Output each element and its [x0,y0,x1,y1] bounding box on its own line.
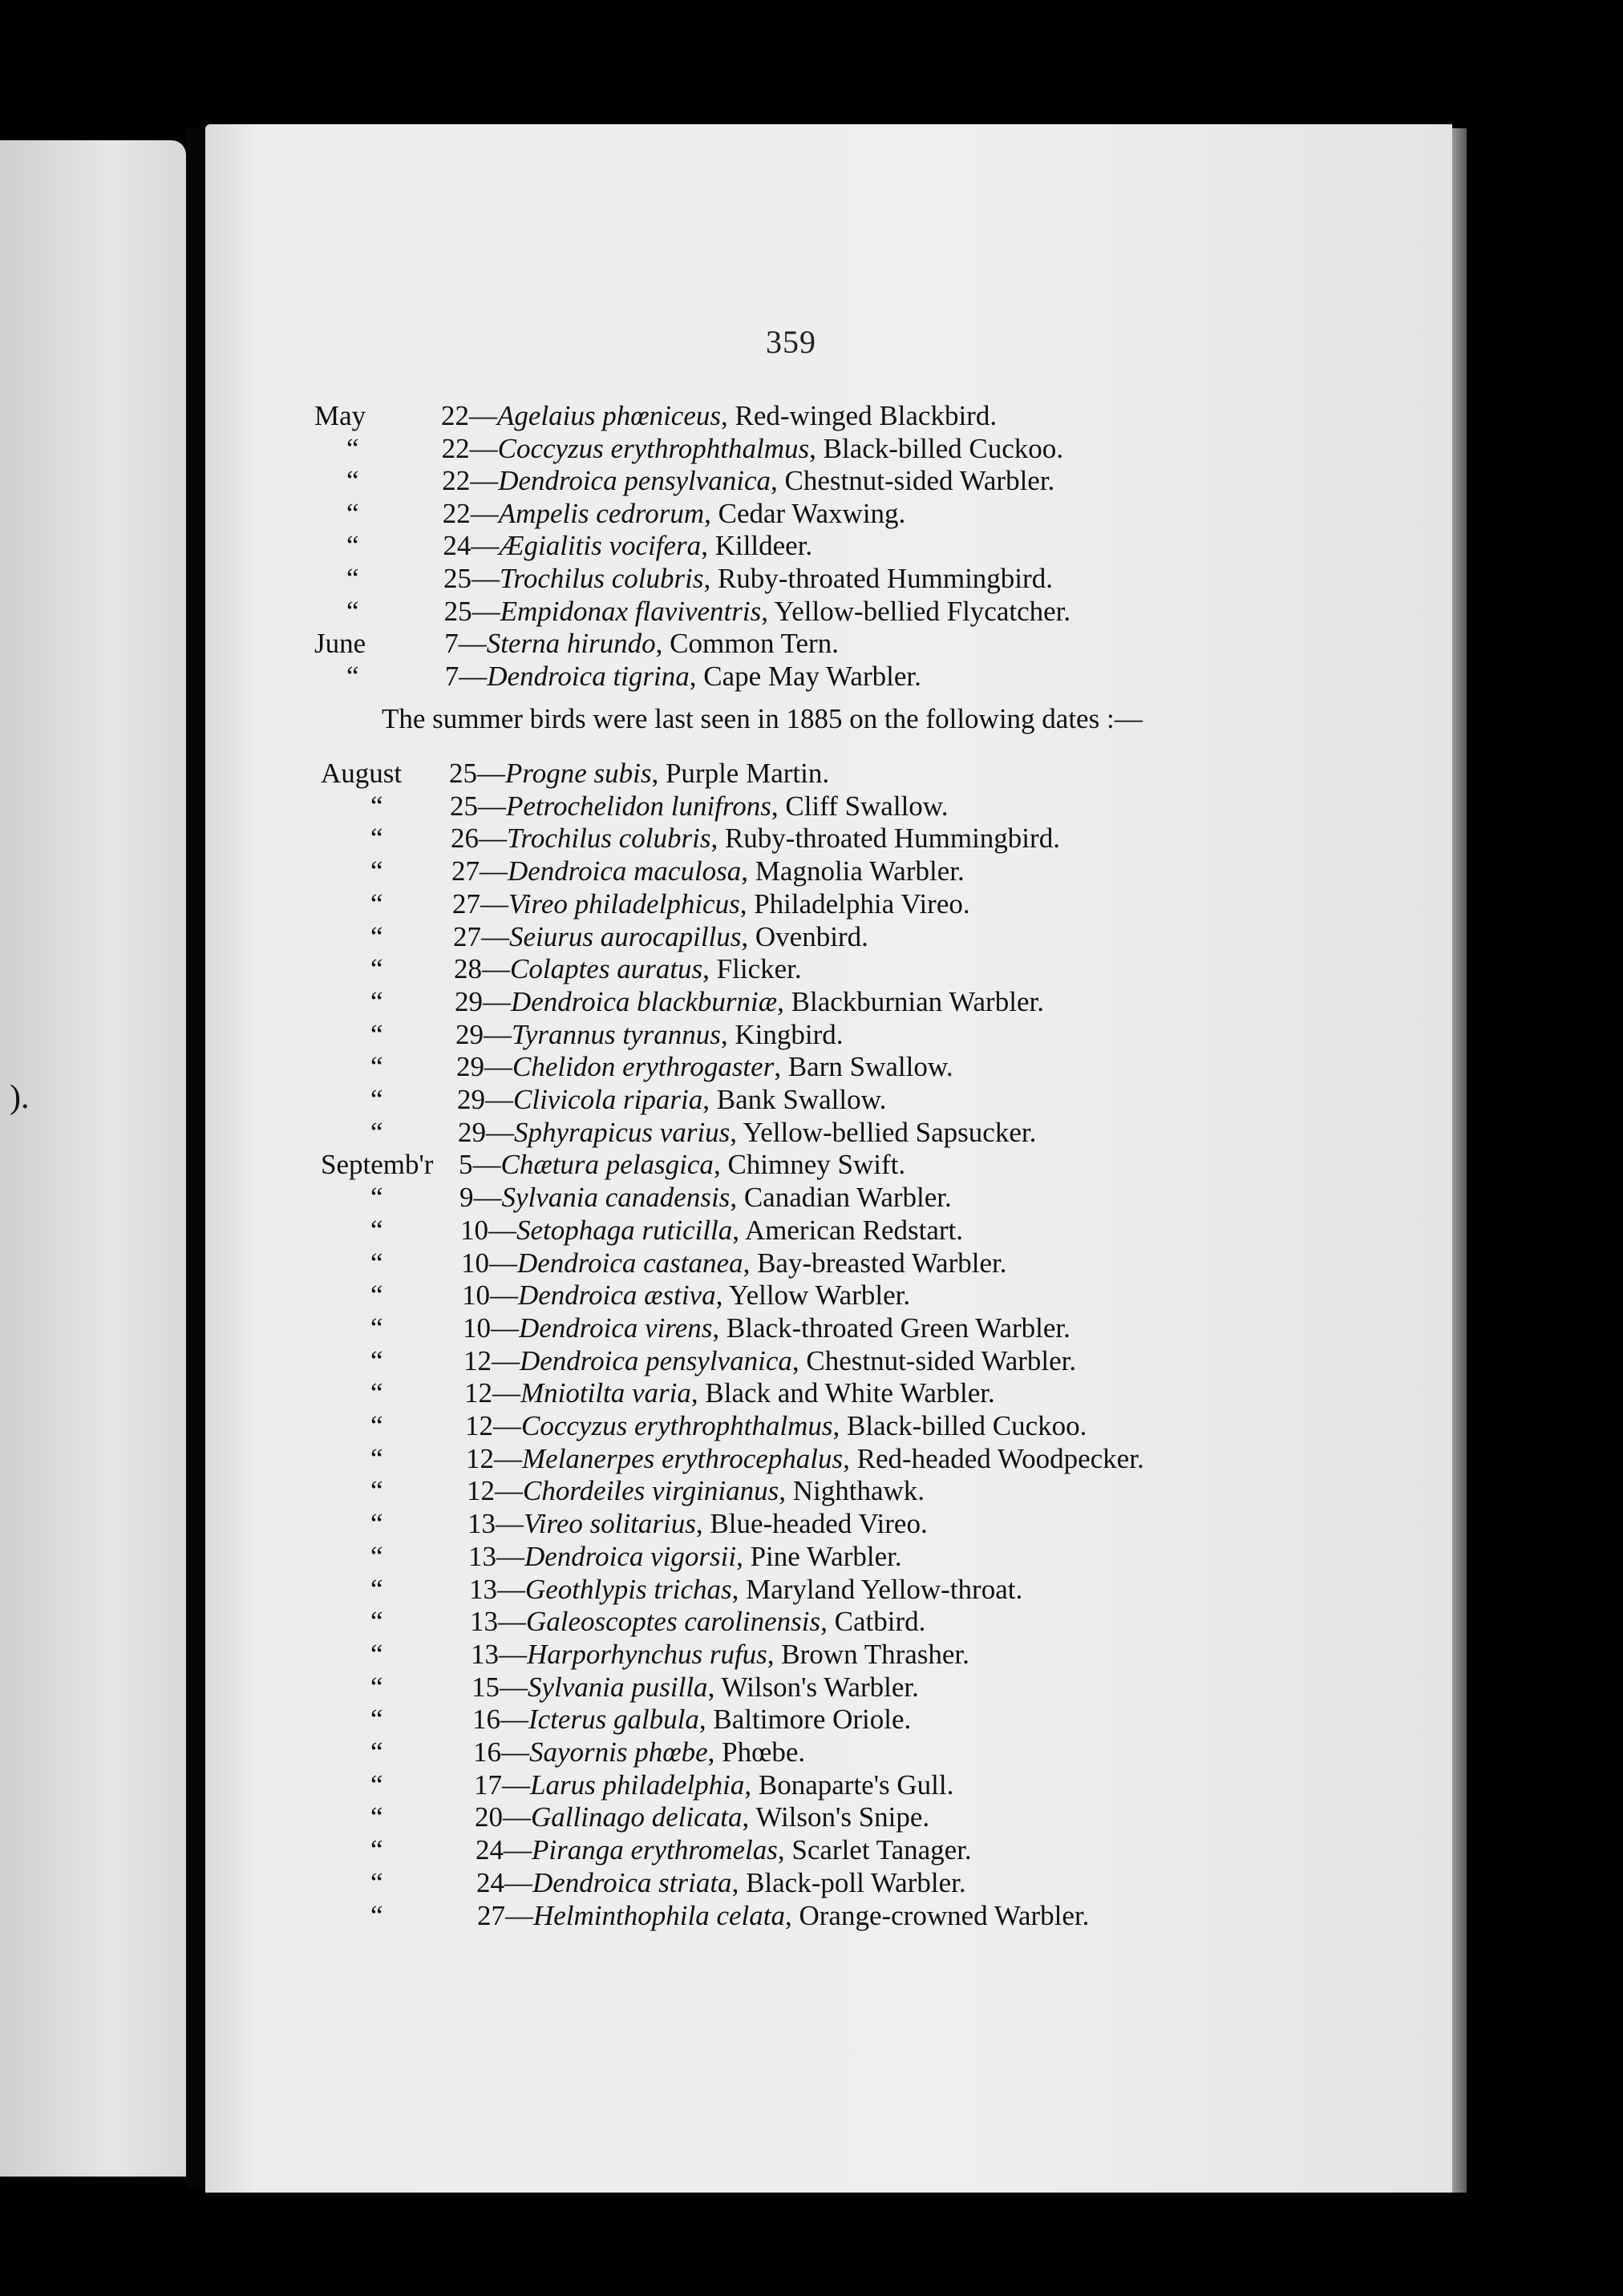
common-name: Cape May Warbler. [703,660,921,692]
list-item [0,1736,1283,1769]
entry-text: 12—Chordeiles virginianus, Nighthawk. [467,1475,925,1507]
species-name: Dendroica castanea [517,1247,743,1279]
common-name: Chimney Swift. [727,1149,906,1181]
species-name: Tyrannus tyrannus [512,1018,721,1050]
species-name: Agelaius phœniceus [497,400,721,431]
common-name: Brown Thrasher. [781,1638,969,1670]
entry-day: 15 [472,1671,500,1703]
entry-text: 25—Progne subis, Purple Martin. [449,758,830,789]
entry-day: 5 [459,1149,473,1181]
entry-text: 10—Dendroica castanea, Bay-breasted Warbler. [461,1247,1007,1279]
entry-text: 10—Dendroica virens, Black-throated Green Warbler. [463,1312,1071,1344]
list-item [0,790,1283,823]
species-name: Coccyzus erythrophthalmus [521,1410,833,1441]
entry-month: “ [370,1768,383,1801]
list-item [0,822,1283,855]
entry-day: 26 [451,823,479,855]
entry-day: 24 [443,530,472,562]
entry-month: August [321,758,403,789]
list-item [0,1442,1283,1476]
entry-text: 5—Chætura pelasgica, Chimney Swift. [459,1149,906,1181]
entry-text: 13—Geothlypis trichas, Maryland Yellow-throat. [469,1573,1023,1605]
entry-day: 13 [467,1508,496,1540]
list-item [0,1768,1283,1802]
common-name: Blackburnian Warbler. [791,985,1044,1017]
species-name: Dendroica vigorsii [524,1540,737,1572]
species-name: Sylvania pusilla [528,1671,708,1703]
entry-day: 16 [473,1736,501,1768]
list-item [0,1376,1283,1410]
entry-text: 20—Gallinago delicata, Wilson's Snipe. [475,1801,930,1833]
entry-month: May [314,400,366,431]
list-item [0,1899,1283,1933]
entry-month: “ [346,660,359,692]
entry-text: 27—Dendroica maculosa, Magnolia Warbler. [451,855,965,887]
species-name: Larus philadelphia [530,1768,745,1801]
common-name: American Redstart. [744,1214,963,1246]
entry-day: 22 [442,465,471,497]
list-item [0,1312,1283,1345]
entry-text: 12—Mniotilta varia, Black and White Warbler. [464,1377,995,1409]
common-name: Common Tern. [670,628,839,660]
species-name: Trochilus colubris [507,823,711,855]
entry-text: 13—Harporhynchus rufus, Brown Thrasher. [471,1638,969,1670]
entry-month: “ [370,1671,383,1703]
species-name: Dendroica striata [532,1866,732,1898]
entry-month: “ [370,1899,383,1931]
entry-month: “ [370,1704,383,1736]
entry-day: 12 [464,1377,492,1409]
entry-text: 25—Empidonax flaviventris, Yellow-bellied Flycatcher. [443,595,1071,627]
entry-month: June [314,628,366,660]
common-name: Black and White Warbler. [705,1377,995,1409]
species-name: Sylvania canadensis [501,1182,731,1214]
entry-month: “ [346,595,359,627]
entry-text: 29—Sphyrapicus varius, Yellow-bellied Sapsucker. [458,1116,1037,1148]
entry-month: “ [370,1410,383,1441]
common-name: Bonaparte's Gull. [758,1768,954,1801]
common-name: Canadian Warbler. [743,1182,952,1214]
species-name: Empidonax flaviventris [500,595,762,627]
entry-month: “ [370,1182,383,1214]
entry-day: 22 [442,497,471,529]
species-name: Galeoscoptes carolinensis [526,1606,821,1638]
entry-month: “ [370,1312,383,1344]
entry-text: 24—Ægialitis vocifera, Killdeer. [443,530,813,562]
entry-month: “ [370,1116,383,1148]
entry-day: 27 [451,855,480,887]
entry-text: 13—Vireo solitarius, Blue-headed Vireo. [467,1508,928,1540]
entry-text: 22—Dendroica pensylvanica, Chestnut-sided Warbler. [442,465,1055,497]
list-item [0,1083,1283,1117]
common-name: Chestnut-sided Warbler. [806,1344,1077,1376]
entry-month: “ [346,497,359,529]
list-item [0,1703,1283,1736]
entry-month: “ [370,1573,383,1605]
entry-month: “ [370,823,383,855]
common-name: Philadelphia Vireo. [754,887,970,920]
common-name: Cliff Swallow. [785,790,949,822]
entry-day: 22 [441,432,470,464]
list-item [0,1214,1283,1247]
species-name: Seiurus aurocapillus [509,920,742,952]
entry-day: 12 [467,1475,495,1507]
entry-month: “ [370,920,383,952]
entry-text: 7—Dendroica tigrina, Cape May Warbler. [444,660,921,692]
entry-month: “ [370,790,383,822]
common-name: Cedar Waxwing. [718,497,906,529]
species-name: Colaptes auratus [510,953,703,985]
species-name: Icterus galbula [528,1704,699,1736]
entry-day: 13 [471,1638,499,1670]
common-name: Maryland Yellow-throat. [746,1573,1023,1605]
species-name: Dendroica pensylvanica [520,1344,792,1376]
entry-month: “ [346,563,359,594]
entry-text: 24—Dendroica striata, Black-poll Warbler. [476,1866,966,1898]
common-name: Barn Swallow. [787,1051,953,1083]
species-name: Dendroica virens [519,1312,713,1344]
common-name: Pine Warbler. [750,1540,902,1572]
list-item [0,1344,1283,1378]
entry-day: 28 [454,953,482,985]
list-item [0,985,1283,1019]
entry-day: 9 [459,1182,474,1214]
entry-day: 25 [443,563,472,594]
common-name: Catbird. [834,1606,926,1638]
entry-day: 27 [453,920,481,952]
list-item [0,1116,1283,1150]
list-item [0,1540,1283,1574]
common-name: Black-billed Cuckoo. [847,1410,1087,1441]
entry-day: 24 [476,1834,504,1866]
entry-month: “ [370,855,383,887]
species-name: Piranga erythromelas [532,1834,778,1866]
common-name: Scarlet Tanager. [791,1834,972,1866]
entry-text: 29—Dendroica blackburniæ, Blackburnian Warbler. [455,985,1044,1017]
species-name: Harporhynchus rufus [527,1638,767,1670]
entry-day: 29 [456,1051,484,1083]
common-name: Black-throated Green Warbler. [726,1312,1071,1344]
entry-day: 29 [457,1084,485,1115]
entry-text: 17—Larus philadelphia, Bonaparte's Gull. [474,1768,954,1801]
entry-text: 13—Galeoscoptes carolinensis, Catbird. [470,1606,926,1638]
common-name: Nighthawk. [792,1475,925,1507]
left-page-mark: ). [10,1079,30,1116]
entry-day: 27 [452,887,480,920]
entry-day: 25 [449,758,477,789]
entry-text: 7—Sterna hirundo, Common Tern. [444,628,839,660]
entry-text: 13—Dendroica vigorsii, Pine Warbler. [468,1540,902,1572]
list-item [0,855,1283,888]
entry-text: 12—Melanerpes erythrocephalus, Red-headed Woodpecker. [466,1442,1144,1474]
entry-text: 9—Sylvania canadensis, Canadian Warbler. [459,1182,952,1214]
entry-month: “ [370,1834,383,1866]
list-item [0,1247,1283,1280]
entry-text: 12—Dendroica pensylvanica, Chestnut-sided Warbler. [463,1344,1077,1376]
entry-text: 27—Vireo philadelphicus, Philadelphia Vireo. [452,887,970,920]
common-name: Blue-headed Vireo. [710,1508,928,1540]
species-name: Sayornis phœbe [529,1736,708,1768]
entry-day: 13 [468,1540,496,1572]
entry-day: 17 [474,1768,502,1801]
entry-text: 29—Clivicola riparia, Bank Swallow. [457,1084,887,1115]
common-name: Ruby-throated Hummingbird. [717,563,1053,594]
page-number: 359 [766,324,816,360]
species-name: Chordeiles virginianus [523,1475,779,1507]
entry-month: “ [370,953,383,985]
common-name: Killdeer. [714,530,813,562]
list-item [0,1573,1283,1607]
entry-day: 10 [460,1214,488,1246]
entry-text: 10—Dendroica æstiva, Yellow Warbler. [462,1279,911,1312]
list-item [0,757,1283,790]
species-name: Geothlypis trichas [525,1573,732,1605]
list-item [0,1507,1283,1541]
entry-month: “ [370,1442,383,1474]
entry-day: 29 [458,1116,486,1148]
species-name: Ægialitis vocifera [499,530,702,562]
entry-day: 29 [455,985,483,1017]
species-name: Progne subis [505,758,652,789]
common-name: Red-headed Woodpecker. [856,1442,1144,1474]
species-name: Sterna hirundo [486,628,656,660]
entry-day: 12 [466,1442,494,1474]
entry-day: 12 [463,1344,492,1376]
list-item [0,1409,1283,1443]
entry-text: 22—Agelaius phœniceus, Red-winged Blackbird. [441,400,998,431]
species-name: Setophaga ruticilla [516,1214,733,1246]
entry-month: “ [346,530,359,562]
entry-text: 25—Trochilus colubris, Ruby-throated Hummingbird. [443,563,1053,594]
common-name: Bank Swallow. [716,1084,887,1115]
species-name: Melanerpes erythrocephalus [522,1442,844,1474]
entry-text: 15—Sylvania pusilla, Wilson's Warbler. [472,1671,919,1703]
common-name: Flicker. [716,953,802,985]
entry-day: 7 [444,660,459,692]
list-item [0,1605,1283,1639]
species-name: Dendroica æstiva [518,1279,716,1312]
entry-day: 29 [455,1018,484,1050]
entry-month: “ [370,1801,383,1833]
entry-month: “ [370,1475,383,1507]
common-name: Black-poll Warbler. [746,1866,966,1898]
entry-month: “ [370,1508,383,1540]
entry-month: “ [370,887,383,920]
entry-month: “ [370,1051,383,1083]
common-name: Red-winged Blackbird. [735,400,998,431]
species-name: Sphyrapicus varius [514,1116,731,1148]
species-name: Petrochelidon lunifrons [506,790,771,822]
list-item [0,1279,1283,1312]
list-item [0,1148,1283,1182]
list-item [0,1181,1283,1215]
entry-text: 29—Chelidon erythrogaster, Barn Swallow. [456,1051,953,1083]
list-item [0,1018,1283,1052]
species-name: Clivicola riparia [513,1084,703,1115]
list-item [0,1801,1283,1834]
common-name: Phœbe. [722,1736,806,1768]
common-name: Yellow Warbler. [728,1279,911,1312]
entry-text: 22—Coccyzus erythrophthalmus, Black-billed Cuckoo. [441,432,1064,464]
species-name: Helminthophila celata [533,1899,785,1931]
species-name: Chætura pelasgica [500,1149,714,1181]
entry-text: 16—Sayornis phœbe, Phœbe. [473,1736,806,1768]
list-item [0,1671,1283,1704]
entry-day: 7 [444,628,459,660]
list-item [0,1866,1283,1900]
species-name: Ampelis cedrorum [498,497,705,529]
entry-day: 13 [470,1606,498,1638]
entry-text: 22—Ampelis cedrorum, Cedar Waxwing. [442,497,906,529]
entry-day: 22 [441,400,469,431]
list-item [0,1050,1283,1084]
entry-month: “ [370,1866,383,1898]
entry-month: “ [370,1214,383,1246]
entry-month: “ [370,1540,383,1572]
entry-day: 20 [475,1801,503,1833]
species-name: Vireo philadelphicus [508,887,740,920]
species-name: Dendroica tigrina [487,660,690,692]
common-name: Bay-breasted Warbler. [757,1247,1007,1279]
list-item [0,1474,1283,1508]
entry-text: 10—Setophaga ruticilla, American Redstart. [460,1214,963,1246]
entry-day: 10 [461,1247,489,1279]
species-name: Dendroica maculosa [508,855,742,887]
entry-month: “ [370,1084,383,1115]
list-item [0,920,1283,954]
common-name: Magnolia Warbler. [755,855,965,887]
common-name: Black-billed Cuckoo. [823,432,1064,464]
species-name: Dendroica blackburniæ [511,985,778,1017]
entry-month: “ [370,1638,383,1670]
entry-month: “ [370,1247,383,1279]
entry-day: 16 [472,1704,500,1736]
species-name: Mniotilta varia [520,1377,691,1409]
species-name: Coccyzus erythrophthalmus [497,432,810,464]
common-name: Chestnut-sided Warbler. [784,465,1055,497]
species-name: Dendroica pensylvanica [498,465,771,497]
entry-month: “ [370,1606,383,1638]
common-name: Ruby-throated Hummingbird. [724,823,1060,855]
entry-day: 13 [469,1573,497,1605]
list-item [0,887,1283,921]
entry-day: 10 [462,1279,490,1312]
entry-month: “ [346,432,359,464]
entry-month: “ [370,1344,383,1376]
entry-month: “ [370,1018,383,1050]
common-name: Kingbird. [735,1018,844,1050]
species-name: Gallinago delicata [531,1801,743,1833]
species-name: Trochilus colubris [500,563,704,594]
list-item [0,952,1283,986]
entry-month: “ [346,465,359,497]
entry-text: 26—Trochilus colubris, Ruby-throated Hummingbird. [451,823,1060,855]
entry-text: 27—Helminthophila celata, Orange-crowned Warbler. [477,1899,1090,1931]
entry-text: 27—Seiurus aurocapillus, Ovenbird. [453,920,868,952]
entry-day: 25 [443,595,472,627]
common-name: Wilson's Snipe. [755,1801,930,1833]
entry-text: 28—Colaptes auratus, Flicker. [454,953,802,985]
entry-text: 25—Petrochelidon lunifrons, Cliff Swallow. [450,790,949,822]
common-name: Yellow-bellied Sapsucker. [743,1116,1037,1148]
list-item [0,1833,1283,1867]
entry-month: “ [370,1736,383,1768]
entry-month: “ [370,1377,383,1409]
species-name: Vireo solitarius [524,1508,696,1540]
entry-text: 12—Coccyzus erythrophthalmus, Black-billed Cuckoo. [465,1410,1087,1441]
common-name: Orange-crowned Warbler. [799,1899,1090,1931]
entry-month: “ [370,1279,383,1312]
entry-text: 29—Tyrannus tyrannus, Kingbird. [455,1018,844,1050]
entry-day: 12 [465,1410,493,1441]
common-name: Wilson's Warbler. [721,1671,919,1703]
common-name: Ovenbird. [755,920,868,952]
entry-day: 24 [476,1866,504,1898]
common-name: Purple Martin. [665,758,830,789]
entry-day: 25 [450,790,478,822]
entry-day: 10 [463,1312,491,1344]
entry-month: “ [370,985,383,1017]
entry-text: 24—Piranga erythromelas, Scarlet Tanager. [476,1834,972,1866]
entry-text: 16—Icterus galbula, Baltimore Oriole. [472,1704,912,1736]
summary-line: The summer birds were last seen in 1885 on the following dates :— [382,703,1143,734]
entry-month: Septemb'r [321,1149,434,1181]
entry-day: 27 [477,1899,505,1931]
common-name: Yellow-bellied Flycatcher. [774,595,1071,627]
common-name: Baltimore Oriole. [713,1704,912,1736]
species-name: Chelidon erythrogaster [512,1051,775,1083]
list-item [0,1638,1283,1671]
